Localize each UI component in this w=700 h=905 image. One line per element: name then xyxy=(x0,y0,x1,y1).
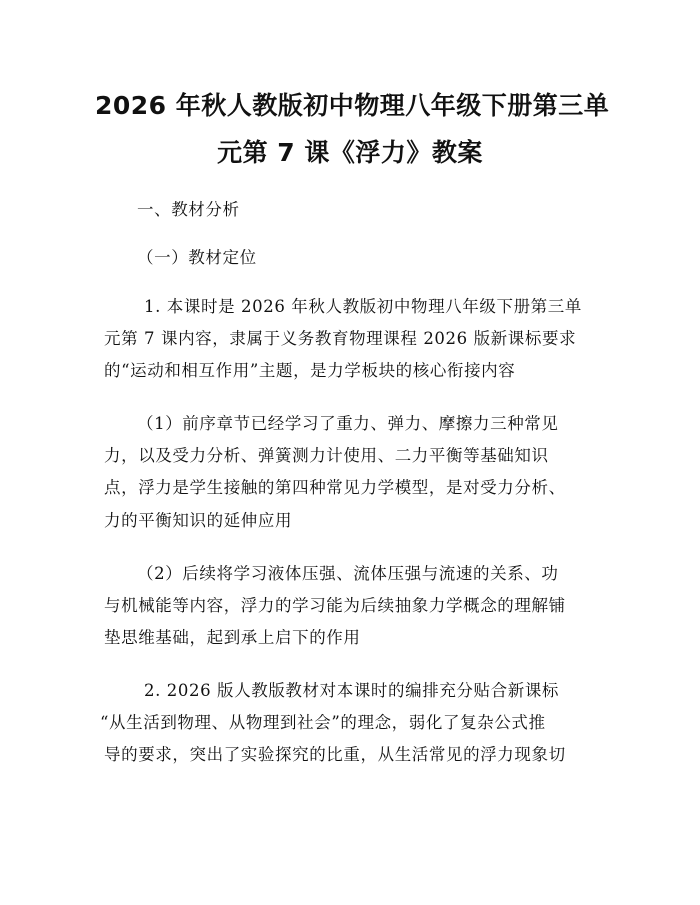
paragraph-3-line-1: （2）后续将学习液体压强、流体压强与流速的关系、功 xyxy=(137,564,559,583)
paragraph-1-line-3: 的“运动和相互作用”主题，是力学板块的核心衔接内容 xyxy=(104,361,516,380)
paragraph-2-line-2: 力，以及受力分析、弹簧测力计使用、二力平衡等基础知识 xyxy=(104,446,549,465)
section-heading: 一、教材分析 xyxy=(137,200,240,219)
paragraph-4-line-1: 2. 2026 版人教版教材对本课时的编排充分贴合新课标 xyxy=(144,681,560,700)
paragraph-2-line-1: （1）前序章节已经学习了重力、弹力、摩擦力三种常见 xyxy=(137,414,559,433)
subsection-heading: （一）教材定位 xyxy=(137,248,257,267)
document-title-line-2: 元第 7 课《浮力》教案 xyxy=(217,138,483,167)
document-title-line-1: 2026 年秋人教版初中物理八年级下册第三单 xyxy=(95,91,610,120)
paragraph-1-line-2: 元第 7 课内容，隶属于义务教育物理课程 2026 版新课标要求 xyxy=(104,329,577,348)
paragraph-2-line-4: 力的平衡知识的延伸应用 xyxy=(104,511,293,530)
paragraph-3-line-3: 垫思维基础，起到承上启下的作用 xyxy=(104,628,361,647)
paragraph-4-line-3: 导的要求，突出了实验探究的比重，从生活常见的浮力现象切 xyxy=(104,745,566,764)
paragraph-3-line-2: 与机械能等内容，浮力的学习能为后续抽象力学概念的理解铺 xyxy=(104,596,566,615)
paragraph-1-line-1: 1. 本课时是 2026 年秋人教版初中物理八年级下册第三单 xyxy=(144,297,582,316)
paragraph-4-line-2: “从生活到物理、从物理到社会”的理念，弱化了复杂公式推 xyxy=(100,713,546,732)
paragraph-2-line-3: 点，浮力是学生接触的第四种常见力学模型，是对受力分析、 xyxy=(104,478,566,497)
